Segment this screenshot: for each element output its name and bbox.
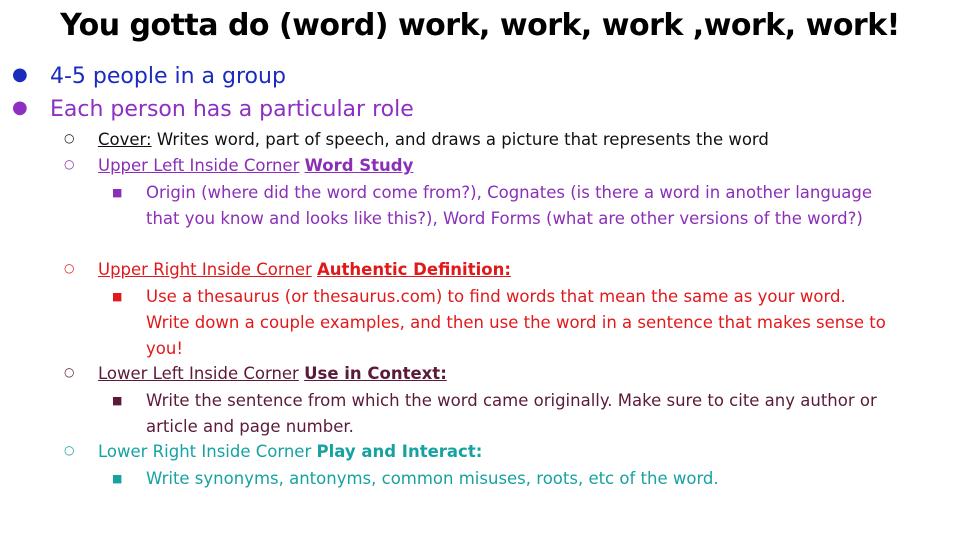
lower-left-detail (112, 388, 886, 440)
upper-right-detail-text: Use a thesaurus (or thesaurus.com) to find words that mean the same as your word. Write down a couple examples, and then use the word in a sentence that makes sense to you! (146, 287, 886, 358)
upper-right-label: Upper Right Inside Corner (98, 260, 312, 279)
section-lower-left (64, 364, 447, 383)
square-bullet-icon: ■ (112, 290, 123, 303)
lower-left-label: Lower Left Inside Corner (98, 364, 299, 383)
bullet-text: Each person has a particular role (50, 97, 414, 122)
square-bullet-icon: ■ (112, 472, 123, 485)
lower-right-detail-text: Write synonyms, antonyms, common misuses, roots, etc of the word. (146, 469, 719, 488)
hollow-circle-bullet-icon: ○ (64, 131, 75, 145)
hollow-circle-bullet-icon: ○ (64, 261, 75, 275)
square-bullet-icon: ■ (112, 186, 123, 199)
hollow-circle-bullet-icon: ○ (64, 157, 75, 171)
upper-right-bold: Authentic Definition: (317, 260, 511, 279)
bullet-group-size (12, 64, 286, 89)
lower-right-bold: Play and Interact: (316, 442, 483, 461)
lower-left-detail-text: Write the sentence from which the word came originally. Make sure to cite any author or article and page number. (146, 391, 877, 436)
bullet-roles (12, 97, 414, 122)
hollow-circle-bullet-icon: ○ (64, 365, 75, 379)
section-lower-right (64, 442, 483, 461)
upper-left-detail-text: Origin (where did the word come from?), Cognates (is there a word in another language that you know and looks like this?), Word Forms (what are other versions of the word?) (146, 183, 873, 228)
section-upper-right (64, 260, 511, 279)
cover-label: Cover: (98, 130, 152, 149)
upper-left-label: Upper Left Inside Corner (98, 156, 300, 175)
filled-circle-bullet-icon: ● (12, 97, 28, 118)
cover-text: Writes word, part of speech, and draws a picture that represents the word (151, 130, 769, 149)
upper-left-bold: Word Study (304, 156, 414, 175)
lower-right-detail (112, 466, 886, 492)
upper-right-detail (112, 284, 886, 362)
lower-left-bold: Use in Context: (304, 364, 447, 383)
slide-title: You gotta do (word) work, work, work ,work, work! (60, 8, 900, 43)
section-upper-left (64, 156, 414, 175)
hollow-circle-bullet-icon: ○ (64, 443, 75, 457)
bullet-text: 4-5 people in a group (50, 64, 286, 89)
filled-circle-bullet-icon: ● (12, 64, 28, 85)
lower-right-label: Lower Right Inside Corner (98, 442, 312, 461)
section-cover (64, 130, 769, 149)
upper-left-detail (112, 180, 886, 232)
square-bullet-icon: ■ (112, 394, 123, 407)
